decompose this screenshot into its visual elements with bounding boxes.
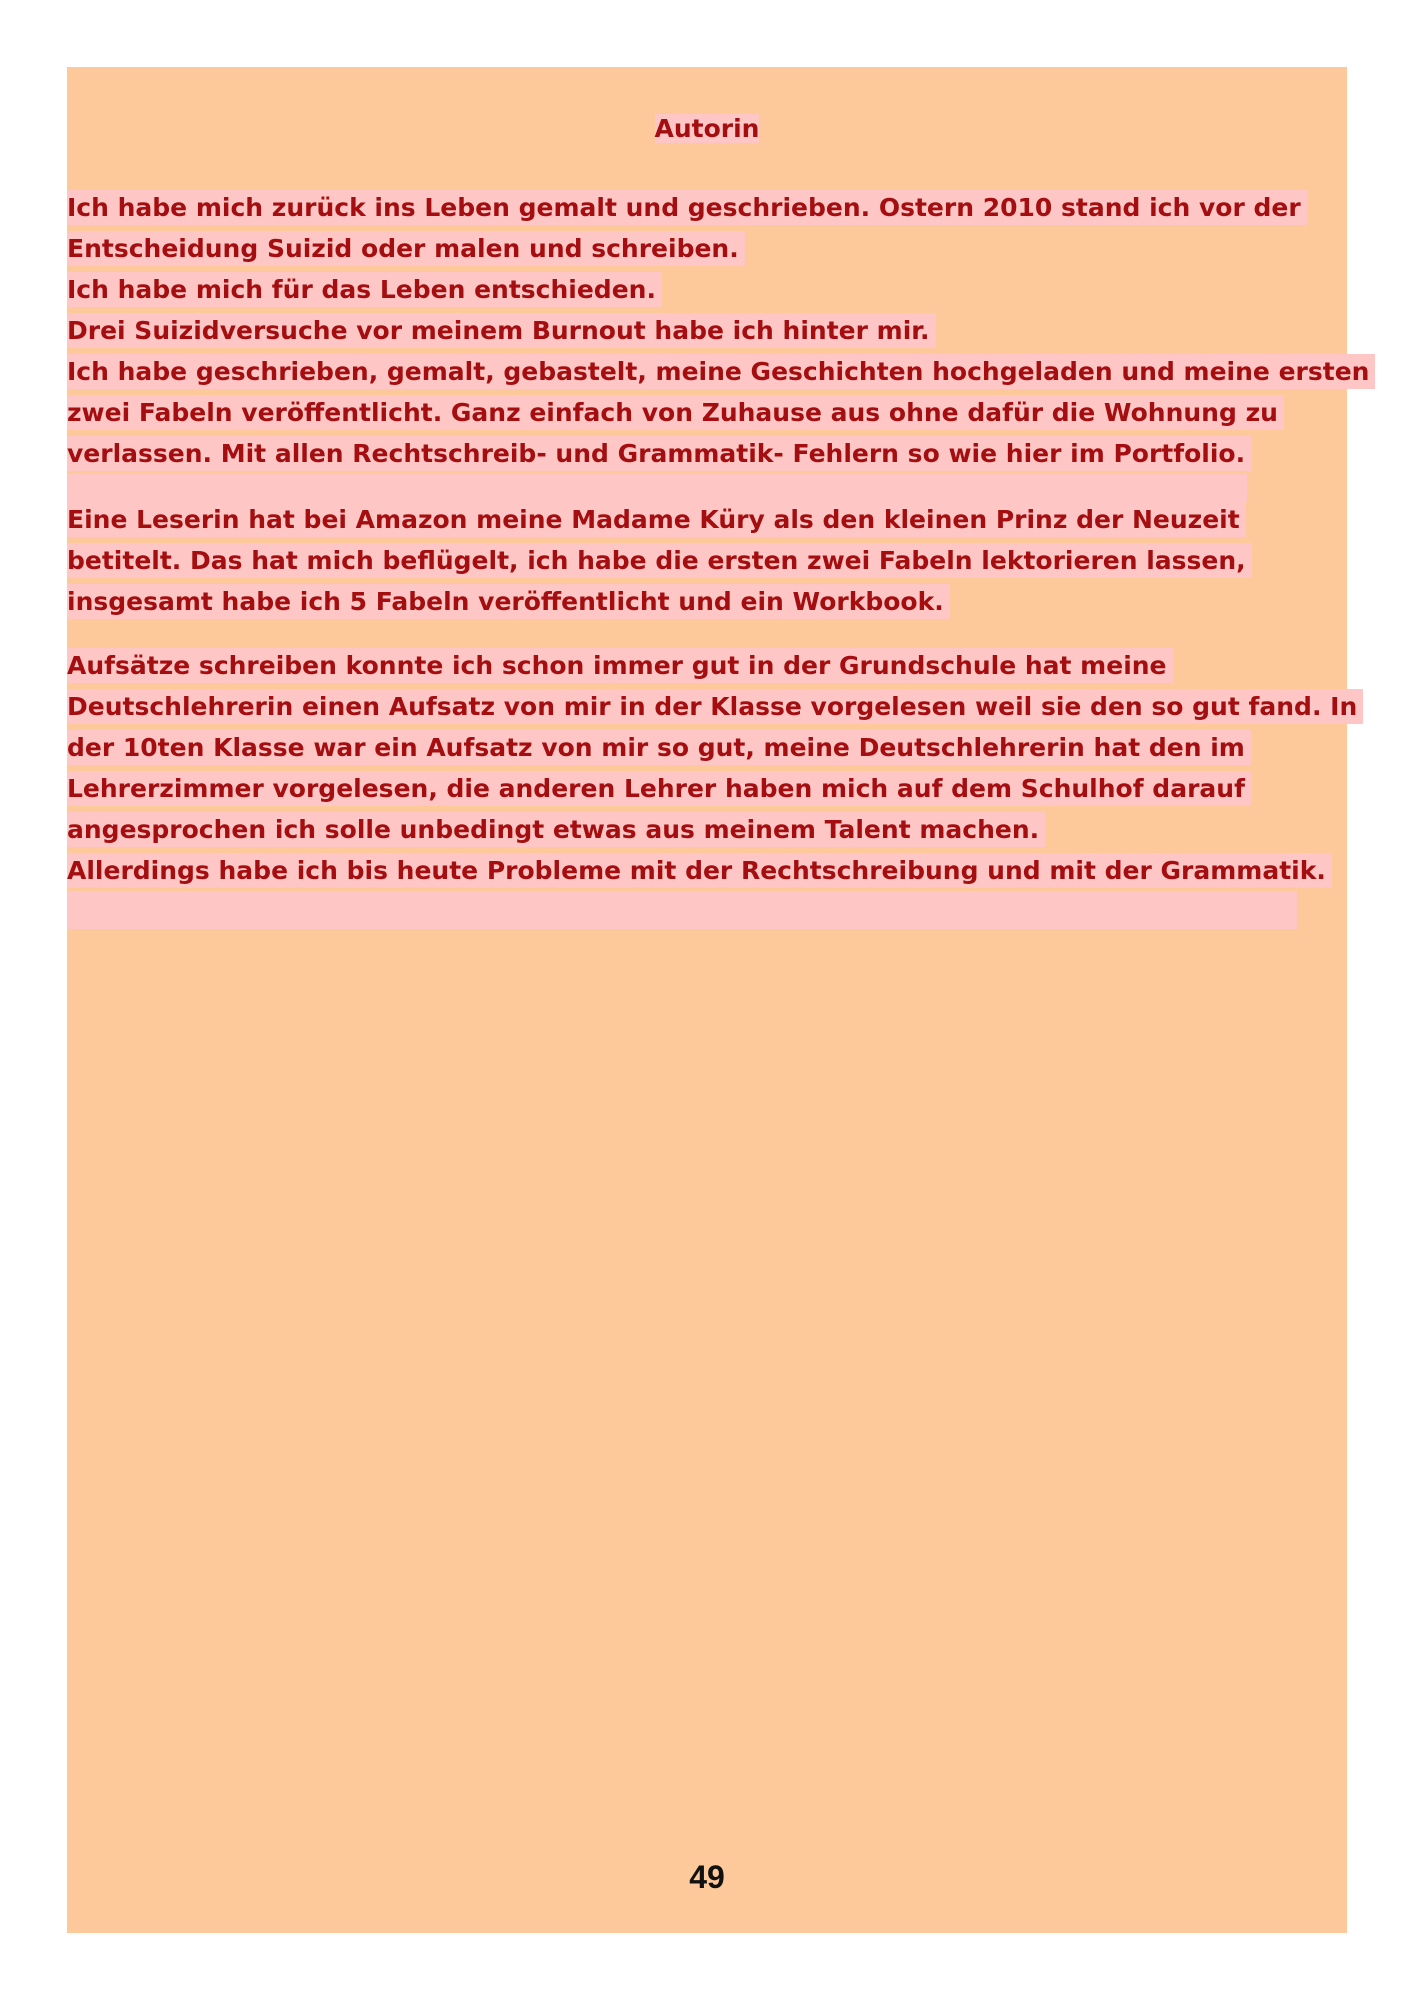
paragraph-line (67, 809, 1347, 850)
paragraph-line (67, 850, 1347, 891)
paragraph-line (67, 351, 1370, 392)
line-text: Ich habe mich zurück ins Leben gemalt und geschrieben. Ostern 2010 stand ich vor der (67, 190, 1307, 225)
paragraph-line (67, 686, 1358, 727)
highlight-spacer (67, 474, 1347, 502)
paragraph-1 (67, 187, 1370, 502)
paragraph-line (67, 310, 1347, 351)
page-number: 49 (689, 1859, 725, 1895)
paragraph-line (67, 499, 1347, 540)
line-text: Entscheidung Suizid oder malen und schreiben. (67, 231, 745, 266)
line-text: angesprochen ich solle unbedingt etwas aus meinem Talent machen. (67, 812, 1045, 847)
line-text: betitelt. Das hat mich beflügelt, ich habe die ersten zwei Fabeln lektorieren lassen, (67, 543, 1252, 578)
line-text: Drei Suizidversuche vor meinem Burnout habe ich hinter mir. (67, 313, 936, 348)
paragraph-line (67, 581, 1347, 622)
line-text: Deutschlehrerin einen Aufsatz von mir in der Klasse vorgelesen weil sie den so gut fand. In (67, 689, 1363, 724)
line-text: verlassen. Mit allen Rechtschreib- und Grammatik- Fehlern so wie hier im Portfolio. (67, 436, 1251, 471)
paragraph-2 (67, 499, 1347, 622)
line-text: Lehrerzimmer vorgelesen, die anderen Lehrer haben mich auf dem Schulhof darauf (67, 771, 1251, 806)
page-title (67, 111, 1347, 147)
line-text: Ich habe mich für das Leben entschieden. (67, 272, 662, 307)
paragraph-line (67, 727, 1347, 768)
document-page (67, 67, 1370, 1933)
paragraph-line (67, 645, 1347, 686)
title-text: Autorin (654, 114, 760, 143)
paragraph-line (67, 540, 1347, 581)
line-text: Allerdings habe ich bis heute Probleme mit der Rechtschreibung und mit der Grammatik. (67, 853, 1332, 888)
line-text: insgesamt habe ich 5 Fabeln veröffentlicht und ein Workbook. (67, 584, 950, 619)
paragraph-line (67, 228, 1347, 269)
line-text: zwei Fabeln veröffentlicht. Ganz einfach von Zuhause aus ohne dafür die Wohnung zu (67, 395, 1284, 430)
paragraph-line (67, 433, 1347, 474)
paragraph-line (67, 187, 1347, 228)
paragraph-3 (67, 645, 1358, 919)
line-text: der 10ten Klasse war ein Aufsatz von mir so gut, meine Deutschlehrerin hat den im (67, 730, 1251, 765)
paragraph-line (67, 768, 1347, 809)
line-text: Aufsätze schreiben konnte ich schon immer gut in der Grundschule hat meine (67, 648, 1173, 683)
line-text: Ich habe geschrieben, gemalt, gebastelt, meine Geschichten hochgeladen und meine ersten (67, 354, 1375, 389)
line-text: Eine Leserin hat bei Amazon meine Madame Küry als den kleinen Prinz der Neuzeit (67, 502, 1246, 537)
paragraph-line (67, 392, 1347, 433)
highlight-spacer (67, 891, 1347, 919)
paragraph-line (67, 269, 1347, 310)
